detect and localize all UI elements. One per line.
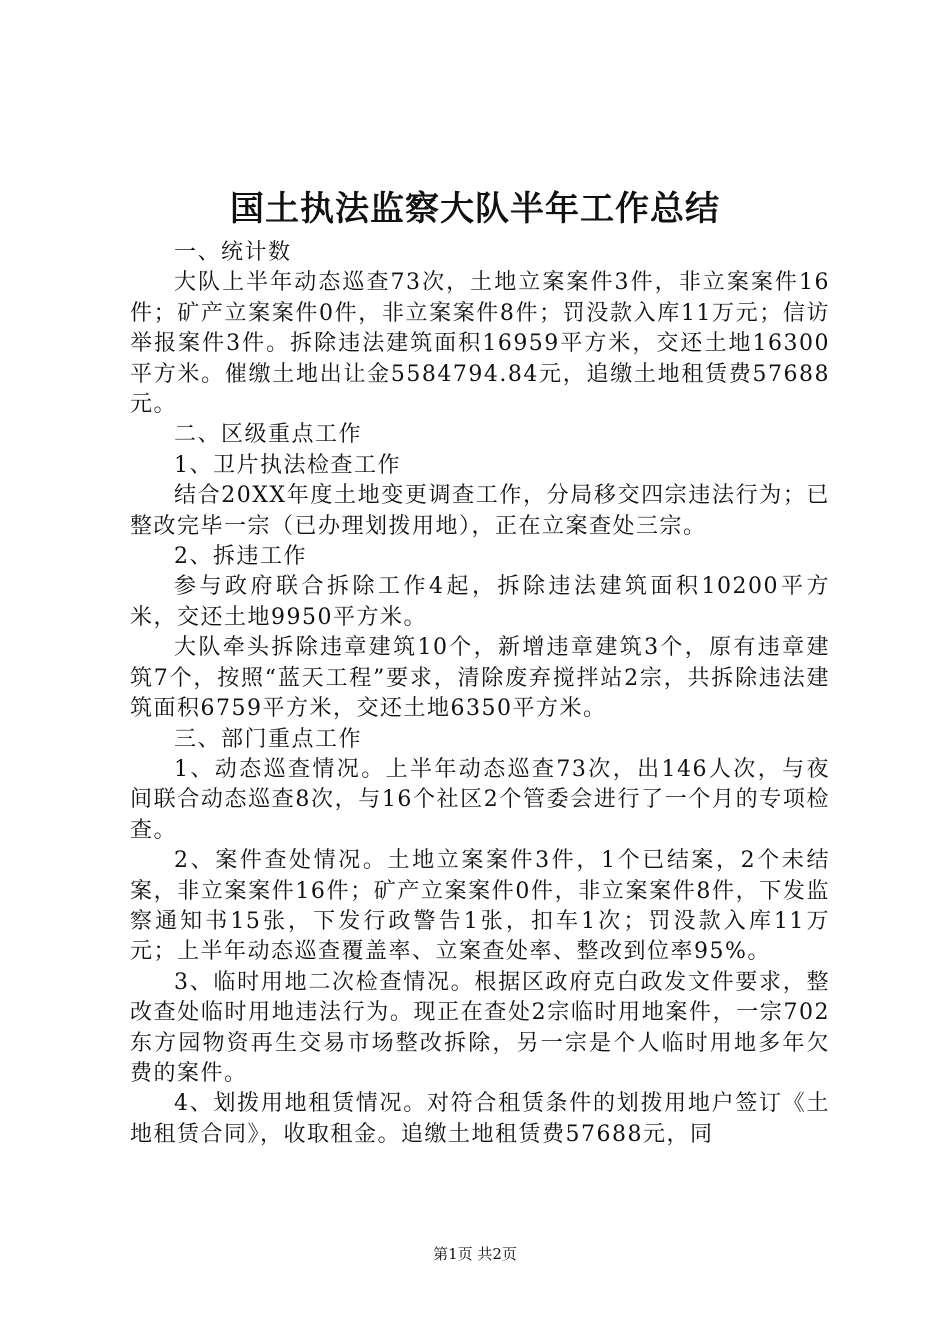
paragraph: 1、动态巡查情况。上半年动态巡查73次，出146人次，与夜间联合动态巡查8次，与16个社区2个管委会进行了一个月的专项检查。 [130, 756, 830, 843]
subsection-heading: 1、卫片执法检查工作 [174, 452, 401, 478]
section-heading: 三、部门重点工作 [174, 726, 363, 752]
section-heading: 二、区级重点工作 [174, 422, 363, 448]
section-heading: 一、统计数 [174, 240, 292, 265]
paragraph: 结合20XX年度土地变更调查工作，分局移交四宗违法行为；已整改完毕一宗（已办理划拨用地），正在立案查处三宗。 [130, 483, 830, 539]
subsection-heading: 2、拆违工作 [174, 544, 307, 570]
paragraph: 3、临时用地二次检查情况。根据区政府克白政发文件要求，整改查处临时用地违法行为。现正在查处2宗临时用地案件，一宗702东方园物资再生交易市场整改拆除，另一宗是个人临时用地多年欠费的案件。 [130, 969, 830, 1086]
document-title: 国土执法监察大队半年工作总结 [230, 189, 720, 229]
paragraph: 大队上半年动态巡查73次，土地立案案件3件，非立案案件16件；矿产立案案件0件，非立案案件8件；罚没款入库11万元；信访举报案件3件。拆除违法建筑面积16959平方米，交还土地16300平方米。催缴土地出让金5584794.84元，追缴土地租赁费57688元。 [130, 270, 830, 418]
paragraph: 2、案件查处情况。土地立案案件3件，1个已结案，2个未结案，非立案案件16件；矿产立案案件0件，非立案案件8件，下发监察通知书15张，下发行政警告1张，扣车1次；罚没款入库11万元；上半年动态巡查覆盖率、立案查处率、整改到位率95%。 [130, 848, 830, 965]
paragraph: 参与政府联合拆除工作4起，拆除违法建筑面积10200平方米，交还土地9950平方米。 [130, 574, 830, 630]
page-footer: 第1页 共2页 [433, 1245, 517, 1263]
paragraph: 4、划拨用地租赁情况。对符合租赁条件的划拨用地户签订《土地租赁合同》，收取租金。追缴土地租赁费57688元，同 [130, 1091, 830, 1147]
paragraph: 大队牵头拆除违章建筑10个，新增违章建筑3个，原有违章建筑7个，按照“蓝天工程”要求，清除废弃搅拌站2宗，共拆除违法建筑面积6759平方米，交还土地6350平方米。 [130, 635, 830, 722]
document-body [130, 238, 830, 1150]
